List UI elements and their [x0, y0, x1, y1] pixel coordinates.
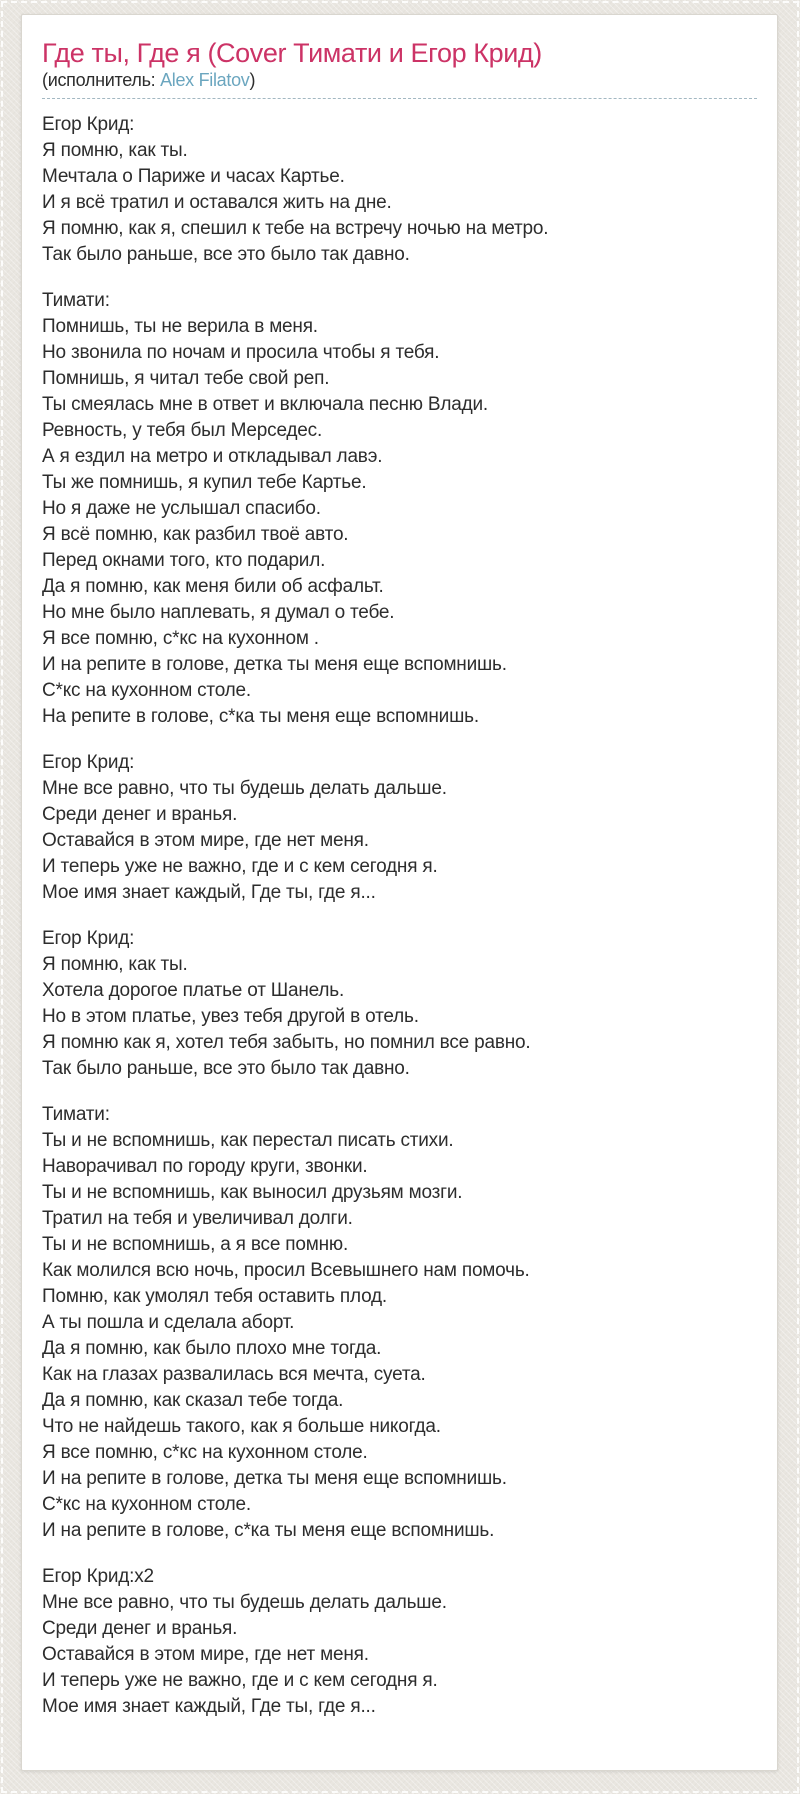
- artist-suffix: ): [249, 70, 256, 91]
- lyrics-verse: Егор Крид: Мне все равно, что ты будешь делать дальше. Среди денег и вранья. Оставайся в этом мире, где нет меня. И теперь уже не важно, где и с кем сегодня я. Мое имя знает каждый, Где ты, где я...: [42, 752, 447, 904]
- lyrics-verse: Егор Крид: Я помню, как ты. Хотела дорогое платье от Шанель. Но в этом платье, увез тебя другой в отель. Я помню как я, хотел тебя забыть, но помнил все равно. Так было раньше, все это было так давно.: [42, 928, 531, 1080]
- artist-line: [42, 70, 757, 99]
- lyrics-verse: Тимати: Ты и не вспомнишь, как перестал писать стихи. Наворачивал по городу круги, звонки. Ты и не вспомнишь, как выносил друзьям мозги. Тратил на тебя и увеличивал долги. Ты и не вспомнишь, а я все помню. Как молился всю ночь, просил Всевышнего нам помочь. Помню, как умолял тебя оставить плод. А ты пошла и сделала аборт. Да я помню, как было плохо мне тогда. Как на глазах развалилась вся мечта, суета. Да я помню, как сказал тебе тогда. Что не найдешь такого, как я больше никогда. Я все помню, с*кс на кухонном столе. И на репите в голове, детка ты меня еще вспомнишь. С*кс на кухонном столе. И на репите в голове, с*ка ты меня еще вспомнишь.: [42, 1104, 530, 1542]
- artist-link[interactable]: Alex Filatov: [160, 70, 250, 91]
- lyrics-verse: Егор Крид:х2 Мне все равно, что ты будешь делать дальше. Среди денег и вранья. Оставайся в этом мире, где нет меня. И теперь уже не важно, где и с кем сегодня я. Мое имя знает каждый, Где ты, где я...: [42, 1566, 447, 1718]
- lyrics-verse: Тимати: Помнишь, ты не верила в меня. Но звонила по ночам и просила чтобы я тебя. Помнишь, я читал тебе свой реп. Ты смеялась мне в ответ и включала песню Влади. Ревность, у тебя был Мерседес. А я ездил на метро и откладывал лавэ. Ты же помнишь, я купил тебе Картье. Но я даже не услышал спасибо. Я всё помню, как разбил твоё авто. Перед окнами того, кто подарил. Да я помню, как меня били об асфальт. Но мне было наплевать, я думал о тебе. Я все помню, с*кс на кухонном . И на репите в голове, детка ты меня еще вспомнишь. С*кс на кухонном столе. На репите в голове, с*ка ты меня еще вспомнишь.: [42, 290, 507, 728]
- lyrics-card: [21, 14, 778, 1771]
- song-title: Где ты, Где я (Cover Тимати и Егор Крид): [42, 38, 542, 68]
- lyrics-text: [42, 112, 757, 1720]
- lyrics-verse: Егор Крид: Я помню, как ты. Мечтала о Париже и часах Картье. И я всё тратил и оставался жить на дне. Я помню, как я, спешил к тебе на встречу ночью на метро. Так было раньше, все это было так давно.: [42, 114, 549, 266]
- artist-prefix: (исполнитель:: [42, 70, 161, 91]
- song-header: [42, 37, 757, 99]
